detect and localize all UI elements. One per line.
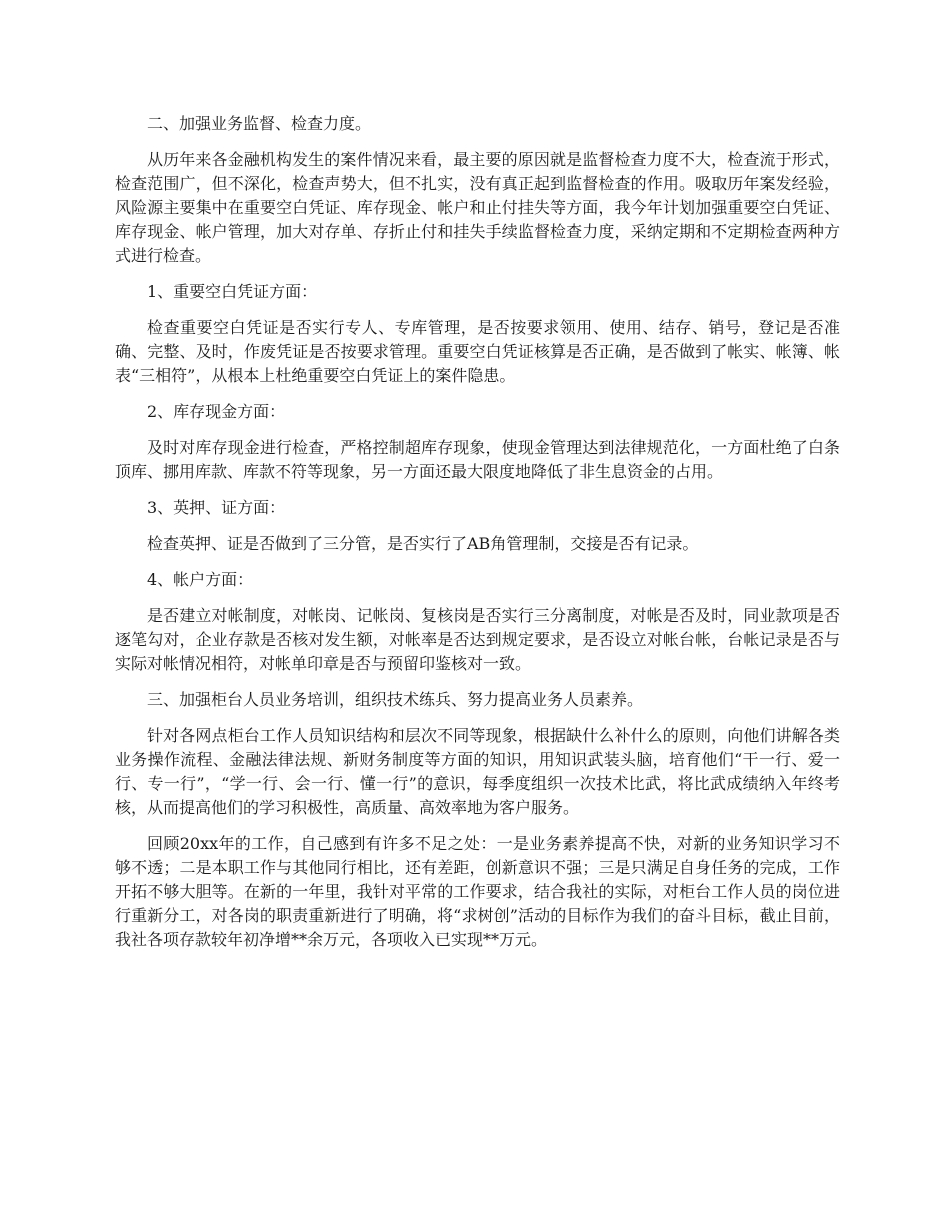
subheading-accounts: 4、帐户方面： [147,570,254,589]
section-heading-2: 二、加强业务监督、检查力度。 [147,114,372,133]
subheading-blank-vouchers: 1、重要空白凭证方面： [147,282,318,301]
paragraph: 检查重要空白凭证是否实行专人、专库管理，是否按要求领用、使用、结存、销号，登记是否准确、完整、及时，作废凭证是否按要求管理。重要空白凭证核算是否正确，是否做到了帐实、帐簿、帐表“三相符”，从根本上杜绝重要空白凭证上的案件隐患。 [115,318,840,385]
paragraph: 针对各网点柜台工作人员知识结构和层次不同等现象，根据缺什么补什么的原则，向他们讲解各类业务操作流程、金融法律法规、新财务制度等方面的知识，用知识武装头脑，培育他们“干一行、爱一行、专一行”，“学一行、会一行、懂一行”的意识，每季度组织一次技术比武，将比武成绩纳入年终考核，从而提高他们的学习积极性，高质量、高效率地为客户服务。 [115,726,840,817]
subheading-cash-inventory: 2、库存现金方面： [147,402,286,421]
document-body [115,112,840,964]
paragraph: 回顾20xx年的工作，自己感到有许多不足之处：一是业务素养提高不快，对新的业务知识学习不够不透；二是本职工作与其他同行相比，还有差距，创新意识不强；三是只满足自身任务的完成，工作开拓不够大胆等。在新的一年里，我针对平常的工作要求，结合我社的实际，对柜台工作人员的岗位进行重新分工，对各岗的职责重新进行了明确，将“求树创”活动的目标作为我们的奋斗目标，截止目前，我社各项存款较年初净增**余万元，各项收入已实现**万元。 [115,834,840,949]
paragraph: 是否建立对帐制度，对帐岗、记帐岗、复核岗是否实行三分离制度，对帐是否及时，同业款项是否逐笔勾对，企业存款是否核对发生额，对帐率是否达到规定要求，是否设立对帐台帐，台帐记录是否与实际对帐情况相符，对帐单印章是否与预留印鉴核对一致。 [115,606,840,673]
paragraph: 检查英押、证是否做到了三分管，是否实行了AB角管理制，交接是否有记录。 [147,534,699,553]
paragraph: 从历年来各金融机构发生的案件情况来看，最主要的原因就是监督检查力度不大，检查流于形式，检查范围广，但不深化，检查声势大，但不扎实，没有真正起到监督检查的作用。吸取历年案发经验，风险源主要集中在重要空白凭证、库存现金、帐户和止付挂失等方面，我今年计划加强重要空白凭证、库存现金、帐户管理，加大对存单、存折止付和挂失手续监督检查力度，采纳定期和不定期检查两种方式进行检查。 [115,150,840,265]
section-heading-3: 三、加强柜台人员业务培训，组织技术练兵、努力提高业务人员素养。 [147,690,644,709]
subheading-seals: 3、英押、证方面： [147,498,286,517]
paragraph: 及时对库存现金进行检查，严格控制超库存现象，使现金管理达到法律规范化，一方面杜绝了白条顶库、挪用库款、库款不符等现象，另一方面还最大限度地降低了非生息资金的占用。 [115,438,840,481]
